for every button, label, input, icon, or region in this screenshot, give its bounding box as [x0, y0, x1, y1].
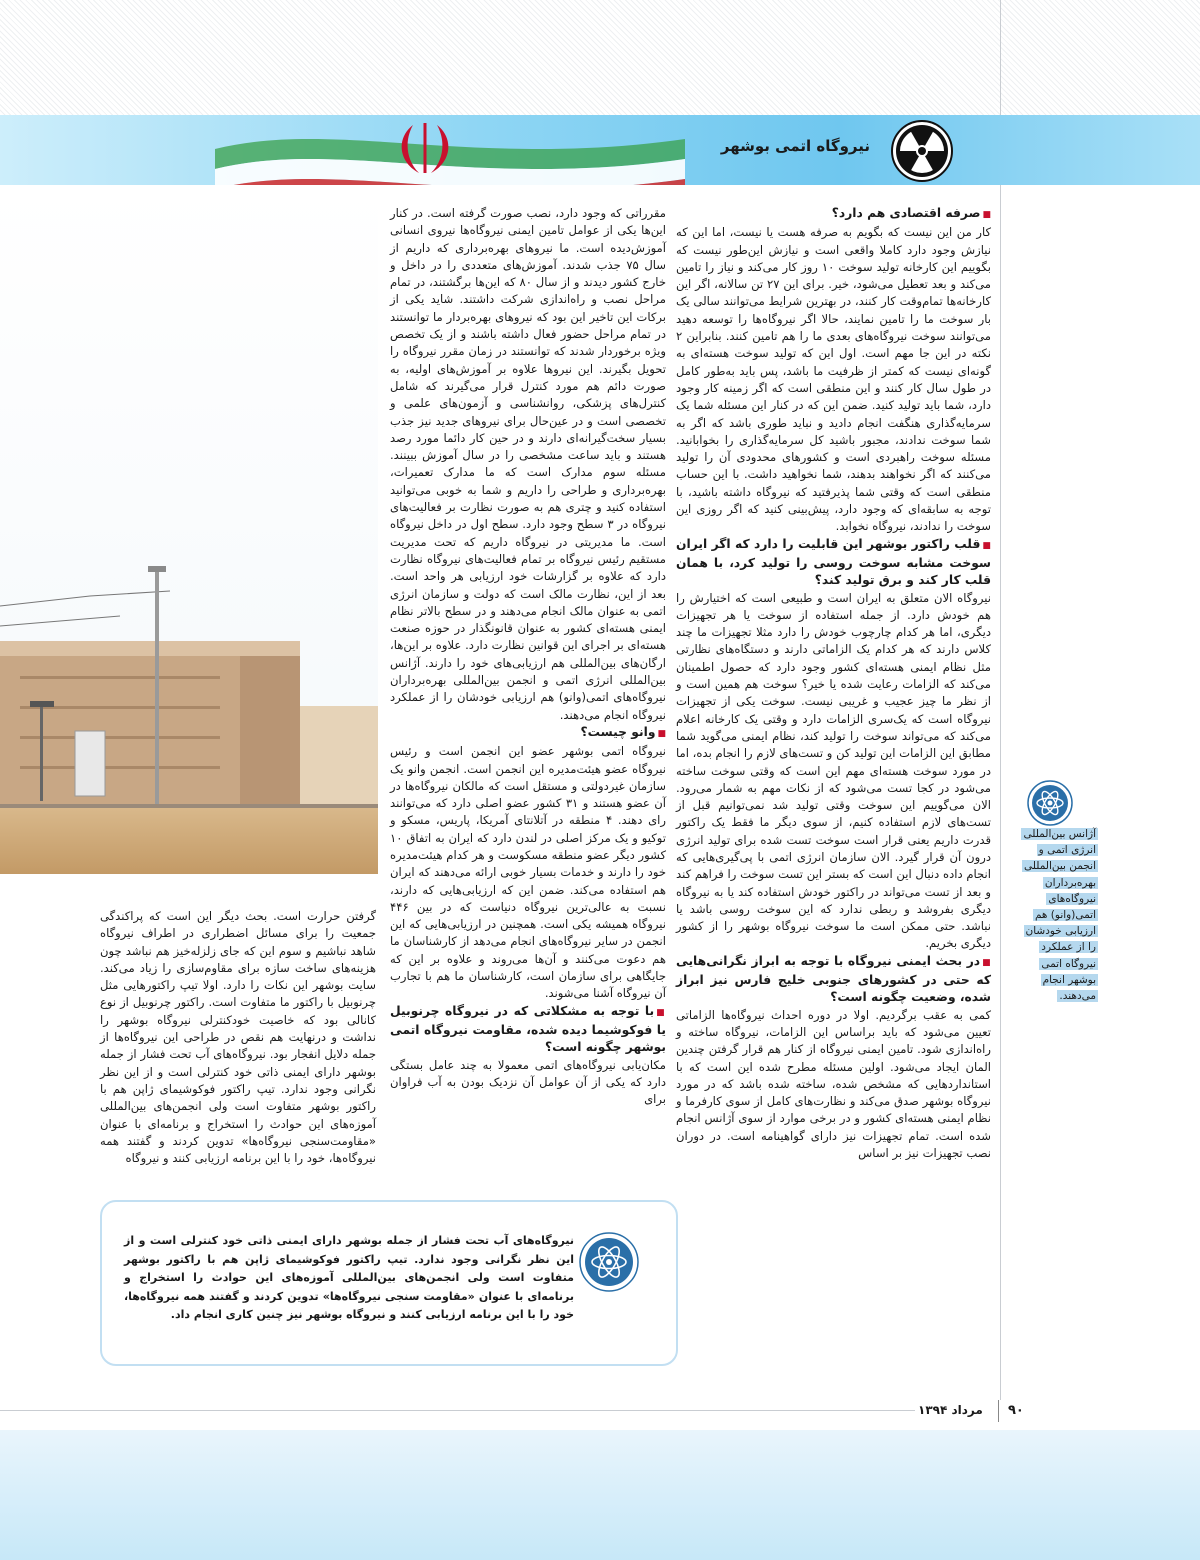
answer-paragraph: مکان‌یابی نیروگاه‌های اتمی معمولا به چند عامل بستگی دارد که یکی از آن عوامل آن نزدیک بودن به آب فراوان برای	[390, 1057, 666, 1107]
answer-paragraph: نیروگاه اتمی بوشهر عضو این انجمن است و رئیس نیروگاه عضو هیئت‌مدیره این انجمن است. انجمن وانو یک سازمان غیردولتی و مستقل است که مالکان نیروگاه‌ها در آن عضو هستند و ۳۱ کشور عضو اصلی دارد که می‌توانند رای دهند. ۴ منطقه در آتلانتای آمریکا، پاریس، مسکو و توکیو و یک مرکز اصلی در لندن دارد که ایران به اتفاق ۱۰ کشور دیگر عضو منطقه مسکوست و هر کدام هیئت‌مدیره خود را دارند و خدمات بسیار خوبی ارائه می‌دهند که ایران هم استفاده می‌کند. ضمن این که ارزیابی‌هایی که دارند، نسبت به عالی‌ترین نیروگاه دنیاست که در بین ۴۴۶ نیروگاه همیشه یکی است. همچنین در ارزیابی‌هایی که این انجمن در سایر نیروگاه‌های انجام می‌دهد از کارشناسان ما هم دعوت می‌کنند و آن‌ها می‌روند و علاوه بر این که جایگاهی برای سازمان است، کارشناسان ما هم با تجارب آن نیروگاه آشنا می‌شوند.	[390, 744, 667, 1001]
question-heading: ■ صرفه اقتصادی هم دارد؟	[676, 205, 991, 224]
atom-icon	[579, 1232, 639, 1292]
iran-flag-graphic	[215, 115, 685, 185]
power-plant-photo	[0, 186, 378, 874]
pull-quote-box	[100, 1200, 678, 1366]
section-title: نیروگاه اتمی بوشهر	[720, 137, 870, 155]
answer-paragraph: گرفتن حرارت است. بحث دیگر این است که پراکندگی جمعیت را برای مسائل اضطراری در اطراف نیروگاه شاهد نباشیم و سوم این که جای زلزله‌خیز هم نباشد چون هزینه‌های ساخت سازه برای مقاوم‌سازی را زیاد می‌کند. سایت بوشهر این نکات را دارد. اولا تیپ راکتورهایی مثل چرنوبیل با راکتور ما متفاوت است. راکتور چرنوبیل از نوع کانالی بود که خاصیت خودکنترلی نیروگاه بوشهر را نداشت و درنهایت هم نقص در طراحی این نیروگاه‌ها از جمله دلایل انفجار بود. نیروگاه‌های آب تحت فشار از جمله بوشهر دارای ایمنی ذاتی خود کنترلی است و از این نظر نگرانی وجود ندارد. تیپ راکتور فوکوشیمای ژاپن هم با راکتور بوشهر متفاوت است ولی انجمن‌های بین‌المللی آموزه‌های این حوادث را استخراج و برنامه‌ای با عنوان «مقاومت‌سنجی نیروگاه‌ها» تدوین کردند و گفتند همه نیروگاه‌ها، خود را با این برنامه ارزیابی کنند و نیروگاه	[100, 909, 376, 1166]
answer-paragraph: کمی به عقب برگردیم. اولا در دوره احداث نیروگاه‌ها الزاماتی تعیین می‌شود که باید براساس این الزامات، نیروگاه ساخته و راه‌اندازی شود. تامین ایمنی نیروگاه از کنار هم قرار گرفتن چندین المان ایجاد می‌شود. اولین مسئله مطرح شده این است که با استانداردهایی که مشخص شده، ساخته شده باشد که در مورد نیروگاه بوشهر صدق می‌کند و نظارت‌های کامل از سوی کارفرما و نظام ایمنی هسته‌ای کشور و در برخی موارد از سوی آژانس انجام شده است. تمام تجهیزات نیز دارای گواهینامه است. در دوران نصب تجهیزات نیز بر اساس	[676, 1007, 991, 1161]
section-header	[0, 115, 1200, 185]
answer-paragraph: مقرراتی که وجود دارد، نصب صورت گرفته است. در کنار این‌ها یکی از عوامل تامین ایمنی نیروگاه‌ها نیروی انسانی آموزش‌دیده است. ما نیروهای بهره‌برداری که داریم از سال ۷۵ جذب شدند. آموزش‌های متعددی را در داخل و خارج کشور دیدند و از سال ۸۰ که این‌ها برگشتند، در تمام مراحل نصب و راه‌اندازی شرکت داشتند. شاید یکی از برکات این تاخیر این بود که نیروهای بهره‌بردار ما توانستند در تمام مراحل حضور فعال داشته باشند و از یک تخصص ویژه برخوردار شدند که توانستند در زمان مقرر نیروگاه را تحویل بگیرند. این نیروها علاوه بر آموزش‌های اولیه، به صورت دائم هم مورد کنترل قرار می‌گیرند که شامل کنترل‌های پزشکی، روانشناسی و آزمون‌های علمی و تخصصی است و در عین‌حال برای نیروهای جدید نیز جذب بسیار سخت‌گیرانه‌ای دارند و در حین کار دائما مورد رصد هستند و باید ساعت مشخصی را در سال آموزش ببینند. مسئله سوم مدارک است که ما مدارک تعمیرات، بهره‌برداری و طراحی را داریم و شما به خوبی می‌توانید استفاده کنید و چتری هم به صورت نظارت بر فعالیت‌های نیروگاه در ۳ سطح وجود دارد. سطح اول در داخل نیروگاه است. ما مدیریتی در نیروگاه داریم که تحت مدیریت مستقیم رئیس نیروگاه بر تمام فعالیت‌های نیروگاه نظارت دارد که علاوه بر گزارشات خود ارزیابی هر واحد است. بعد از این، نظارت مالک است که دولت و سازمان انرژی اتمی به عنوان مالک انجام می‌دهند و در سطح بالاتر نظام ایمنی هسته‌ای کشور به عنوان قانونگذار در حوزه صنعت هسته‌ای بر اجرای این قوانین نظارت دارد. علاوه بر این‌ها، ارگان‌های بین‌المللی هم ارزیابی‌های خود را دارند. آژانس بین‌المللی انرژی اتمی و انجمن بین‌المللی بهره‌برداران نیروگاه‌های اتمی(وانو) هم ارزیابی خودشان را از عملکرد نیروگاه انجام می‌دهند.	[390, 206, 666, 722]
article-column-right	[676, 205, 991, 1162]
question-heading: ■ قلب راکتور بوشهر این قابلیت را دارد که اگر ایران سوخت مشابه سوخت روسی را تولید کرد، با همان قلب کار کند و برق تولید کند؟	[676, 536, 991, 590]
question-heading: ■ در بحث ایمنی نیروگاه با توجه به ابراز نگرانی‌هایی که حتی در کشورهای جنوبی خلیج فارس نیز ابراز شده، وضعیت چگونه است؟	[676, 953, 991, 1007]
footer-rule	[0, 1410, 915, 1411]
atom-icon	[1027, 780, 1073, 826]
bottom-band	[0, 1430, 1200, 1560]
issue-date: مرداد ۱۳۹۴	[918, 1403, 983, 1417]
radiation-icon	[890, 119, 954, 183]
article-column-middle	[390, 205, 666, 1108]
sidebar-callout-text: آژانس بین‌المللی انرژی اتمی و انجمن بین‌المللی بهره‌برداران نیروگاه‌های اتمی(وانو) هم ارزیابی خودشان را از عملکرد نیروگاه اتمی بوشهر انجام می‌دهند.	[1023, 828, 1096, 1003]
pull-quote-text: نیروگاه‌های آب تحت فشار از جمله بوشهر دارای ایمنی ذاتی خود کنترلی است و از این نظر نگرانی وجود ندارد. تیپ راکتور فوکوشیمای ژاپن هم با راکتور بوشهر متفاوت است ولی انجمن‌های بین‌المللی آموزه‌های این حوادث را استخراج و برنامه‌ای با عنوان «مقاومت سنجی نیروگاه‌ها» تدوین کردند و گفتند همه نیروگاه‌ها، خود را با این برنامه ارزیابی کنند و نیروگاه بوشهر نیز چنین کاری انجام داد.	[124, 1234, 574, 1321]
page-footer	[0, 1400, 1200, 1422]
footer-separator	[998, 1400, 999, 1422]
question-heading: ■ وانو چیست؟	[390, 724, 666, 743]
answer-paragraph: نیروگاه الان متعلق به ایران است و طبیعی است که اختیارش را هم خودش دارد. از جمله استفاده از سوخت یا هر تجهیزات دیگری، اما هر کدام چارچوب خودش را دارد مثلا تجهیزات ما چند کلاس دارند که هر کدام یک الزاماتی دارند و دستگاه‌های نظارتی مثل نظام ایمنی هسته‌ای کشور وجود دارد که حصول اطمینان می‌کند که الزامات رعایت شده یا خیر؟ سوخت هم همین است و از نظر ما چیز عجیب و غریبی نیست. سوخت یکی از تجهیزات نیروگاه است که یک‌سری الزامات دارد و وقتی یک کارخانه اعلام می‌کند که می‌تواند سوخت را تولید کند، نظام ایمنی می‌گوید شما مطابق این الزامات این تولید کن و تست‌های لازم را انجام بده، اما در مورد سوخت هسته‌ای مهم این است که وقتی سوخت ساخته می‌شود در کجا تست می‌شود که از نکات مهم به شمار می‌رود. الان می‌گوییم این سوخت وقتی تولید شد نمی‌توانیم قبل از تست‌های لازم استفاده کنیم، از سوی دیگر ما فقط یک راکتور قدرت داریم یعنی قرار است سوخت تست شده برای تولید انرژی درون آن قرار گیرد. الان سازمان انرژی اتمی با پی‌گیری‌هایی که انجام داده دنبال این است که بستر این تست سوخت را فراهم کند و بعد از تست می‌تواند در راکتور خودش استفاده کند یا به نیروگاه دیگری بفروشد و ربطی ندارد که این سوخت روسی باشد یا نباشد. حتی ممکن است ما سوخت نیروگاه بوشهر را از کشور دیگری بخریم.	[676, 590, 991, 951]
sidebar-callout	[1022, 826, 1098, 1004]
answer-paragraph: کار من این نیست که بگویم به صرفه هست یا نیست، اما این که نیازش وجود دارد کاملا واقعی است و نیازش این‌طور نیست که بگوییم این کارخانه تولید سوخت ۱۰ روز کار می‌کند و نیاز را تامین می‌کند و بعد تعطیل می‌شود، خیر. برای این ۲۷ تن سالانه، اگر این کارخانه‌ها تمام‌وقت کار کنند، در بهترین شرایط می‌توانند سالی یک بار سوخت ما را تامین نمایند، حالا اگر نیروگاه‌ها را توسعه دهید می‌توانند سوخت نیروگاه‌های بعدی ما را هم تامین کنند. بنابراین ۲ نکته در این جا مهم است. اول این که تولید سوخت هسته‌ای به گونه‌ای نیست که کمتر از ظرفیت ما باشد، پس باید به‌طور کامل در طول سال کار کنند و این منطقی است که اگر زمینه کار وجود دارد، شما باید تولید کنید. ضمن این که در کنار این مسئله شما یک سرمایه‌گذاری هنگفت انجام دادید و نباید طوری باشد که اگر به شما سوخت ندادند، مجبور باشید کل سرمایه‌گذاری را بخوابانید. مسئله سوخت راهبردی است و کشورهای محدودی آن را تولید می‌کنند که اگر نخواهند بدهند، شما نخواهید داشت. با این حساب منطقی است که وقتی شما پذیرفتید که نیروگاه داشته باشید، با توجه به سابقه‌ای که وجود دارد، پیش‌بینی کنید که اگر روزی این سوخت را ندادند، نیروگاه نخوابد.	[676, 225, 992, 534]
top-pattern	[0, 0, 1200, 115]
page-number: ۹۰	[1008, 1403, 1024, 1418]
question-heading: ■ با توجه به مشکلاتی که در نیروگاه چرنوبیل یا فوکوشیما دیده شده، مقاومت نیروگاه اتمی بوشهر چگونه است؟	[390, 1003, 666, 1057]
article-column-left	[100, 908, 376, 1167]
margin-divider	[1000, 0, 1001, 1400]
